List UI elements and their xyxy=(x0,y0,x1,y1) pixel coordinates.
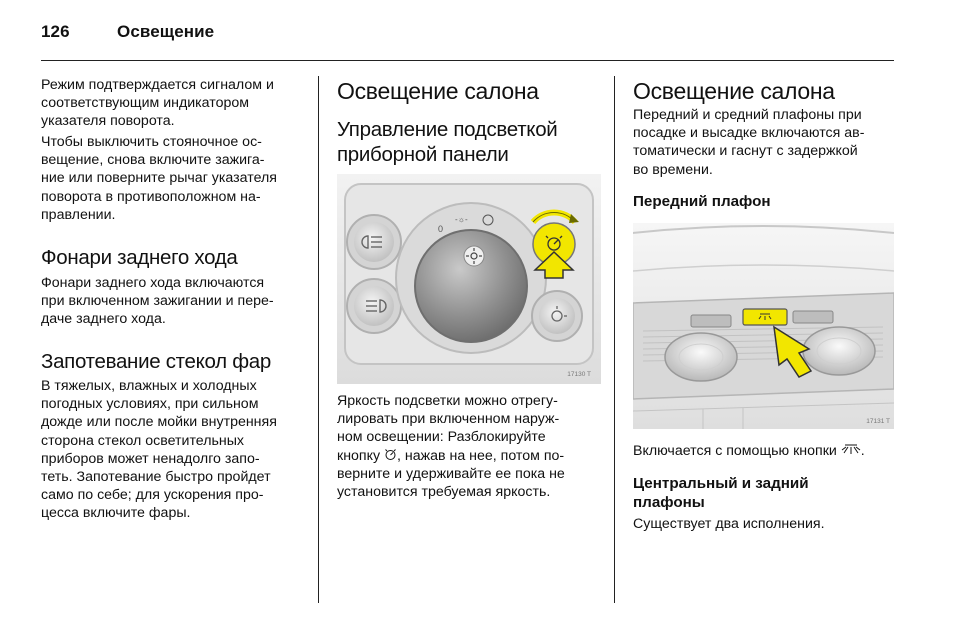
interior-lighting-heading-2: Освещение салона xyxy=(633,78,835,104)
instrument-dimmer-icon xyxy=(384,448,397,461)
central-rear-dome-text: Существует два исполнения. xyxy=(633,516,825,532)
reverse-lights-heading: Фонари заднего хода xyxy=(41,246,238,269)
light-switch-illustration xyxy=(337,174,601,384)
column-1 xyxy=(41,0,311,638)
column-2 xyxy=(337,0,609,638)
figure-code-2: 17131 T xyxy=(866,418,890,425)
parking-light-confirm-text: Режим подтверждается сигналом и соответствующим индикатором указателя поворота. xyxy=(41,77,274,130)
figure-code: 17130 T xyxy=(567,371,591,378)
column-3 xyxy=(633,0,903,638)
section-title: Освещение xyxy=(117,22,215,41)
column-divider-1 xyxy=(318,76,319,603)
front-dome-light-heading: Передний плафон xyxy=(633,193,771,210)
parking-light-off-text: Чтобы выключить стояночное ос- вещение, снова включите зажига- ние или поверните рычаг указателя поворота в противоположном на- правлении. xyxy=(41,134,277,223)
headlamp-fogging-heading: Запотевание стекол фар xyxy=(41,350,272,373)
front-dome-light-illustration xyxy=(633,223,894,429)
dome-light-drawing xyxy=(633,223,894,429)
front-dome-light-text: Включается с помощью кнопки . xyxy=(633,443,865,459)
light-switch-drawing xyxy=(337,174,601,384)
dome-light-icon xyxy=(841,443,861,456)
svg-text:-☼-: -☼- xyxy=(455,215,468,224)
central-rear-dome-heading: Центральный и задний плафоны xyxy=(633,475,809,511)
svg-text:0: 0 xyxy=(438,224,444,234)
interior-lighting-intro-text: Передний и средний плафоны при посадке и высадке включаются ав- томатически и гаснут с задержкой во времени. xyxy=(633,107,865,178)
reverse-lights-text: Фонари заднего хода включаются при включенном зажигании и пере- даче заднего хода. xyxy=(41,275,274,328)
brightness-adjust-text: Яркость подсветки можно отрегу- лировать при включенном наруж- ном освещении: Разблокируйте кнопку , нажав на нее, потом по- верните и удерживайте ее пока не установится требуемая яркость. xyxy=(337,393,565,501)
column-divider-2 xyxy=(614,76,615,603)
page-number: 126 xyxy=(41,22,70,41)
instrument-illumination-heading: Управление подсветкой приборной панели xyxy=(337,118,558,166)
headlamp-fogging-text: В тяжелых, влажных и холодных погодных условиях, при сильном дожде или после мойки внутренняя сторона стекол осветительных приборов может ненадолго запо- теть. Запотевание быстро пройдет само по себе; для ускорения про- цесса включите фары. xyxy=(41,378,277,522)
interior-lighting-heading: Освещение салона xyxy=(337,78,539,104)
